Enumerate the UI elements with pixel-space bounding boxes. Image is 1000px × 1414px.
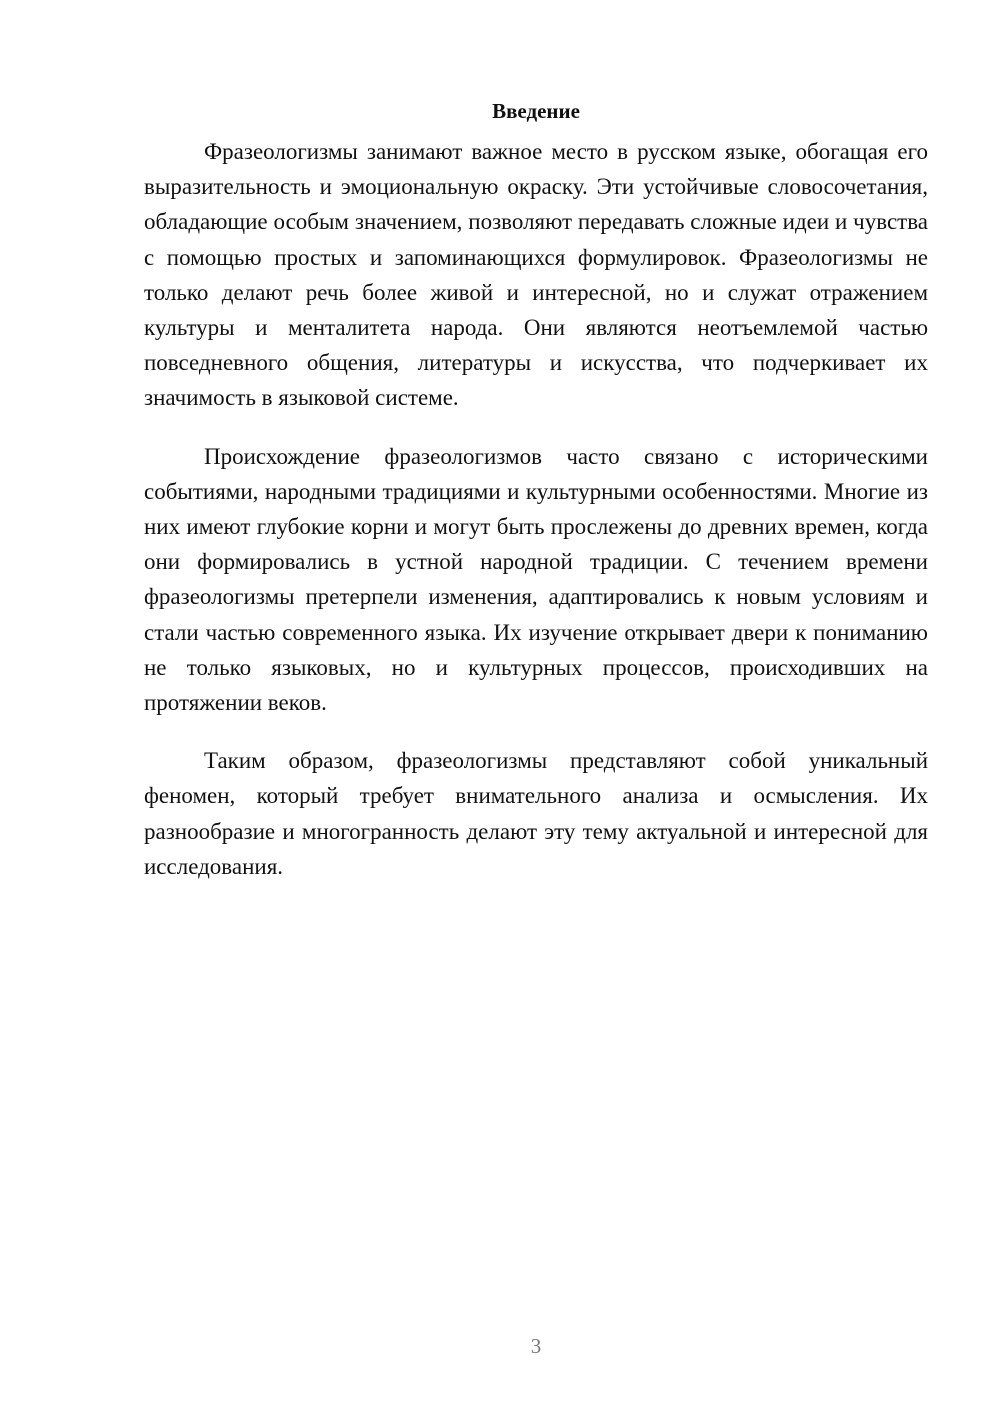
paragraph-1: Фразеологизмы занимают важное место в русском языке, обогащая его выразительность и эмоциональную окраску. Эти устойчивые словосочетания, обладающие особым значением, позволяют передавать сложные идеи и чувства с помощью простых и запоминающихся формулировок. Фразеологизмы не только делают речь более живой и интересной, но и служат отражением культуры и менталитета народа. Они являются неотъемлемой частью повседневного общения, литературы и искусства, что подчеркивает их значимость в языковой системе. [144, 139, 928, 411]
section-title: Введение [492, 99, 580, 123]
page-content [144, 96, 928, 907]
paragraph-3: Таким образом, фразеологизмы представляют собой уникальный феномен, который требует внимательного анализа и осмысления. Их разнообразие и многогранность делают эту тему актуальной и интересной для исследования. [144, 748, 928, 879]
paragraph-2: Происхождение фразеологизмов часто связано с историческими событиями, народными традициями и культурными особенностями. Многие из них имеют глубокие корни и могут быть прослежены до древних времен, когда они формировались в устной народной традиции. С течением времени фразеологизмы претерпели изменения, адаптировались к новым условиям и стали частью современного языка. Их изучение открывает двери к пониманию не только языковых, но и культурных процессов, происходивших на протяжении веков. [144, 443, 928, 716]
page-number: 3 [530, 1334, 542, 1358]
